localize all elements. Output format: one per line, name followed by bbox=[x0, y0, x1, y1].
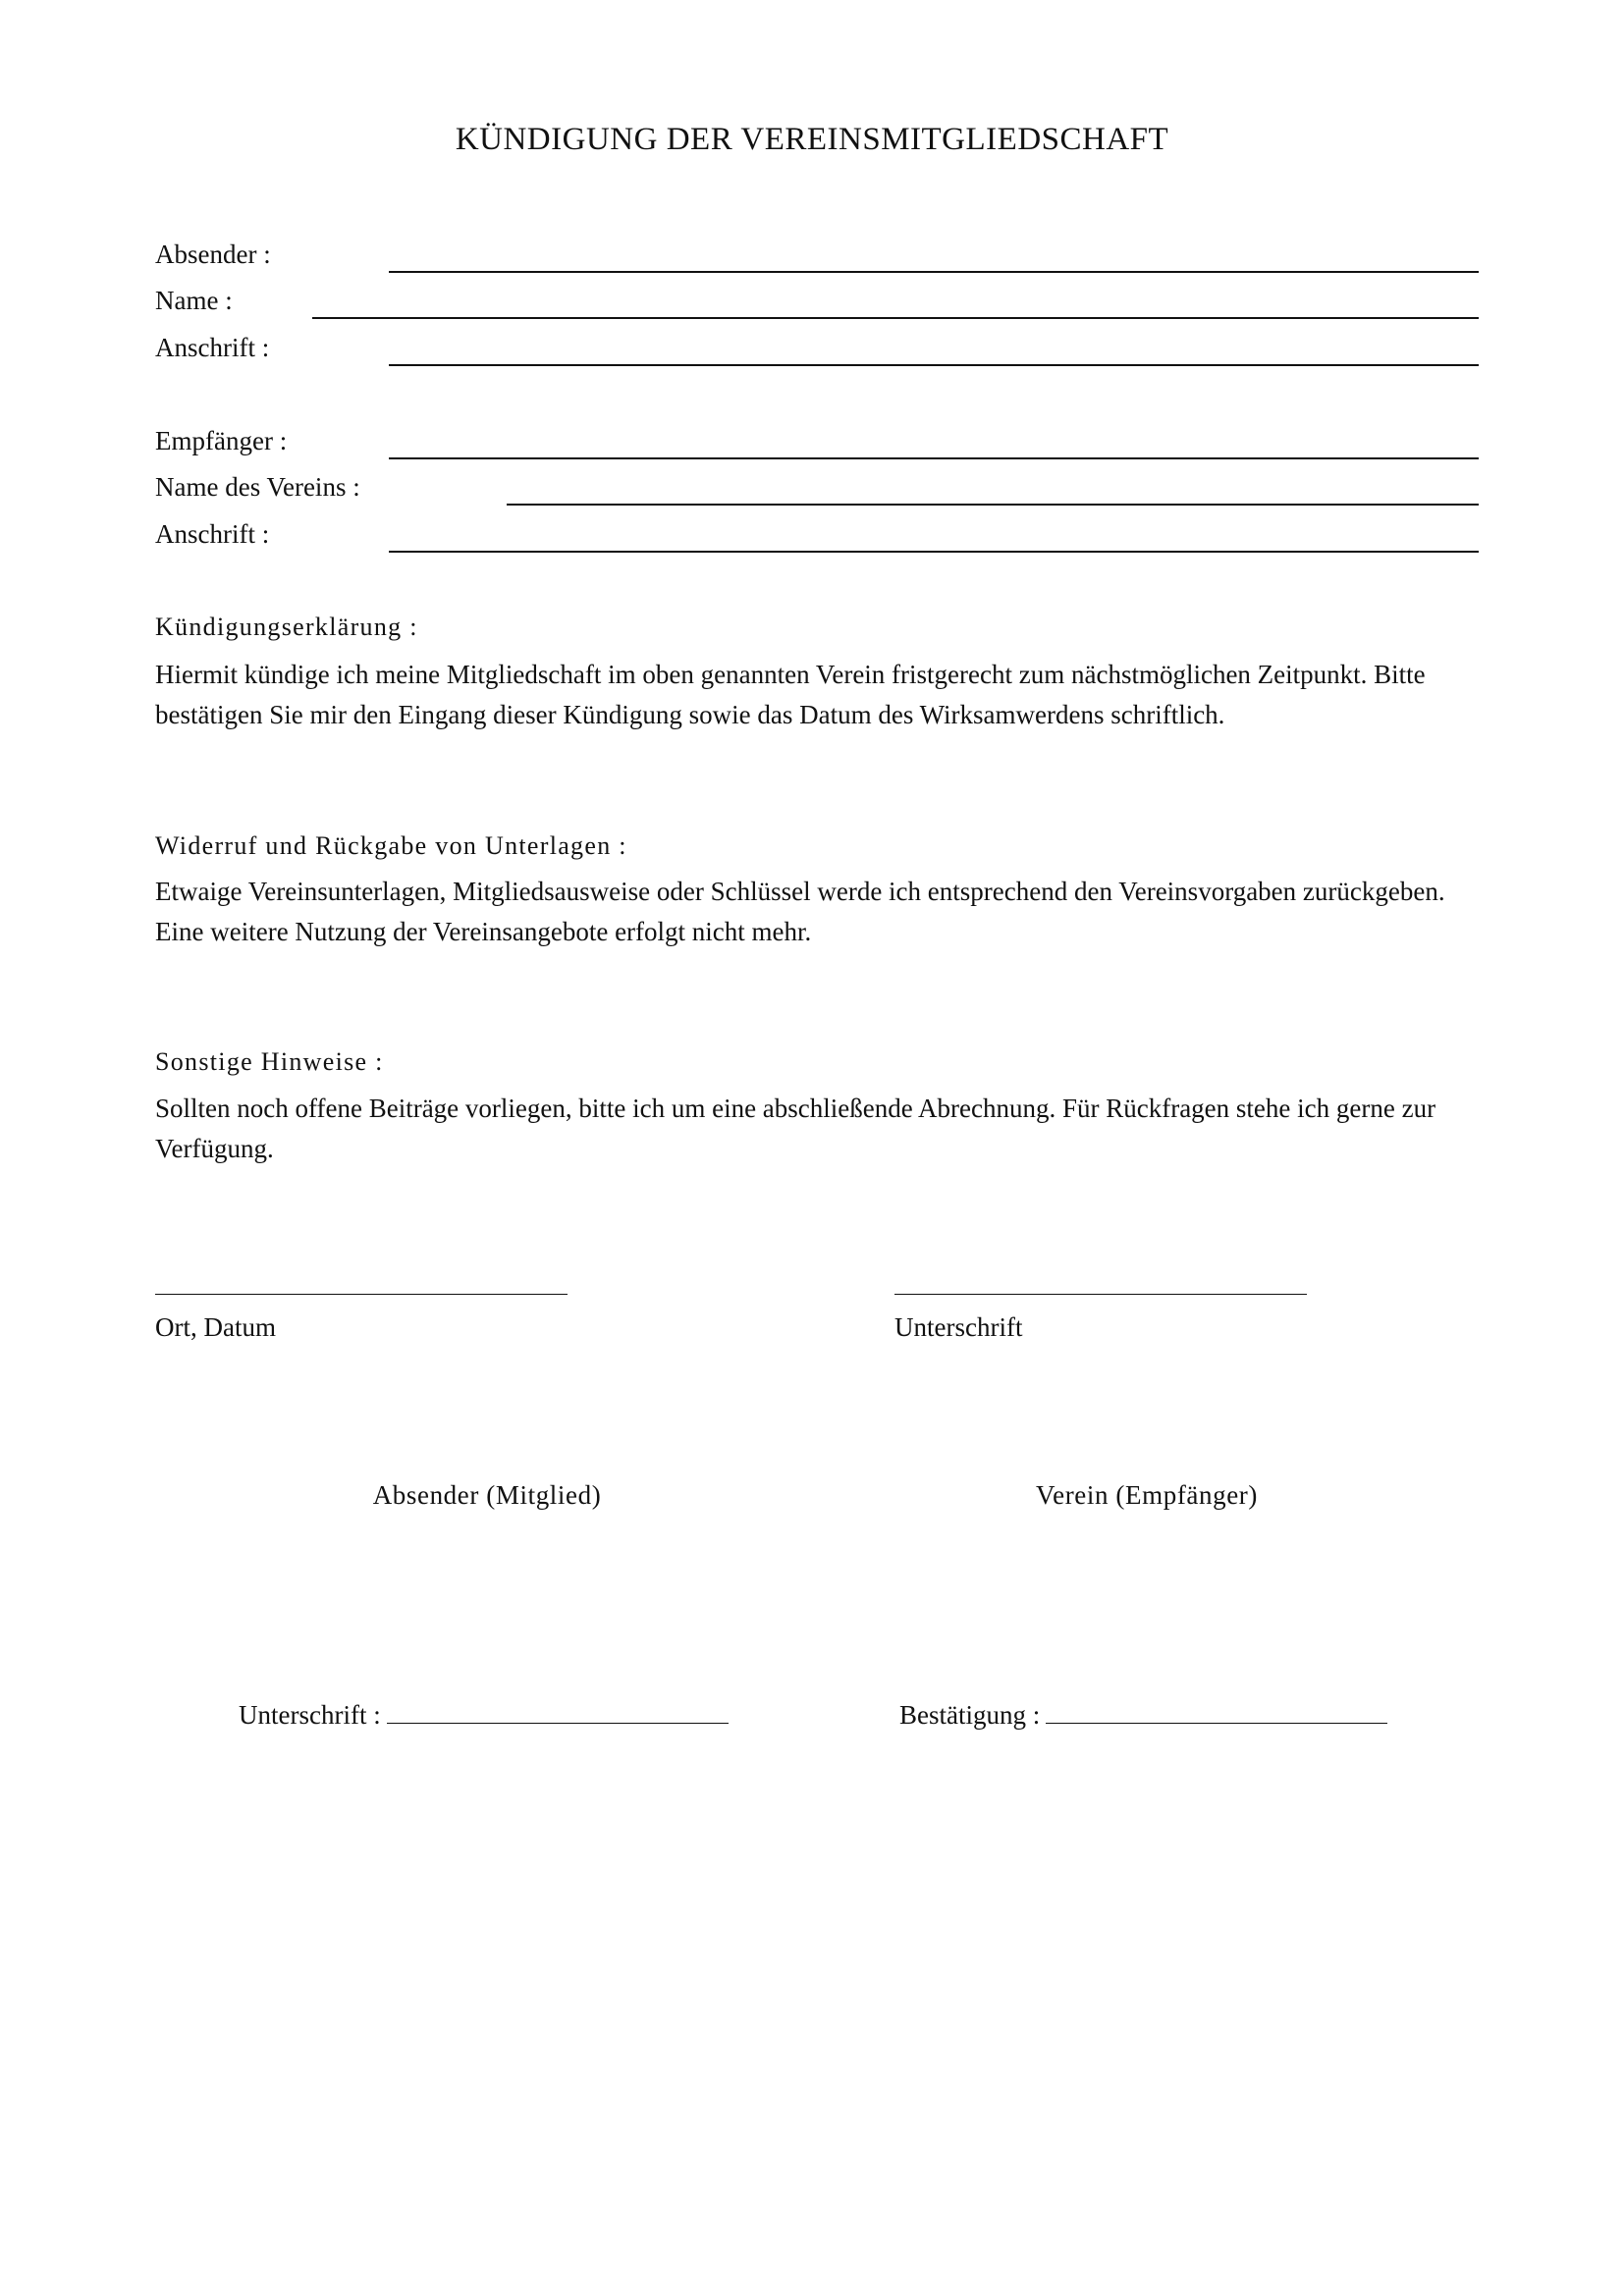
sender-label: Absender : bbox=[155, 240, 271, 269]
section-heading-return: Widerruf und Rückgabe von Unterlagen : bbox=[155, 831, 627, 860]
place-date-line[interactable] bbox=[155, 1294, 568, 1295]
sender-name-label: Name : bbox=[155, 286, 233, 315]
club-confirmation-field bbox=[899, 1700, 1387, 1731]
recipient-line[interactable] bbox=[389, 457, 1479, 459]
sender-name-line[interactable] bbox=[312, 317, 1479, 319]
section-heading-notes: Sonstige Hinweise : bbox=[155, 1047, 384, 1076]
document-title: KÜNDIGUNG DER VEREINSMITGLIEDSCHAFT bbox=[455, 122, 1169, 157]
place-date-label: Ort, Datum bbox=[155, 1312, 276, 1342]
recipient-label: Empfänger : bbox=[155, 426, 288, 455]
club-confirmation-label: Bestätigung : bbox=[899, 1700, 1041, 1730]
sender-address-label: Anschrift : bbox=[155, 333, 270, 362]
sender-line[interactable] bbox=[389, 271, 1479, 273]
sender-address-line[interactable] bbox=[389, 364, 1479, 366]
sender-signature-field bbox=[239, 1700, 729, 1731]
section-heading-termination: Kündigungserklärung : bbox=[155, 613, 418, 641]
club-confirmation-line[interactable] bbox=[1046, 1722, 1387, 1724]
club-name-line[interactable] bbox=[507, 504, 1479, 506]
sender-member-heading: Absender (Mitglied) bbox=[372, 1480, 602, 1510]
section-body-notes: Sollten noch offene Beiträge vorliegen, bitte ich um eine abschließende Abrechnung. Für Rückfragen stehe ich gerne zur Verfügung. bbox=[155, 1094, 1436, 1163]
recipient-address-label: Anschrift : bbox=[155, 519, 270, 549]
club-name-label: Name des Vereins : bbox=[155, 472, 360, 502]
section-body-return: Etwaige Vereinsunterlagen, Mitgliedsausweise oder Schlüssel werde ich entsprechend den Vereinsvorgaben zurückgeben. Eine weitere Nutzung der Vereinsangebote erfolgt nicht mehr. bbox=[155, 877, 1445, 946]
signature-label: Unterschrift bbox=[894, 1312, 1023, 1342]
signature-line[interactable] bbox=[894, 1294, 1307, 1295]
recipient-address-line[interactable] bbox=[389, 551, 1479, 553]
section-body-termination: Hiermit kündige ich meine Mitgliedschaft im oben genannten Verein fristgerecht zum nächstmöglichen Zeitpunkt. Bitte bestätigen Sie mir den Eingang dieser Kündigung sowie das Datum des Wirksamwerdens schriftlich. bbox=[155, 660, 1426, 729]
sender-signature-label: Unterschrift : bbox=[239, 1700, 381, 1730]
club-recipient-heading: Verein (Empfänger) bbox=[1036, 1480, 1258, 1510]
sender-signature-line[interactable] bbox=[387, 1722, 729, 1724]
